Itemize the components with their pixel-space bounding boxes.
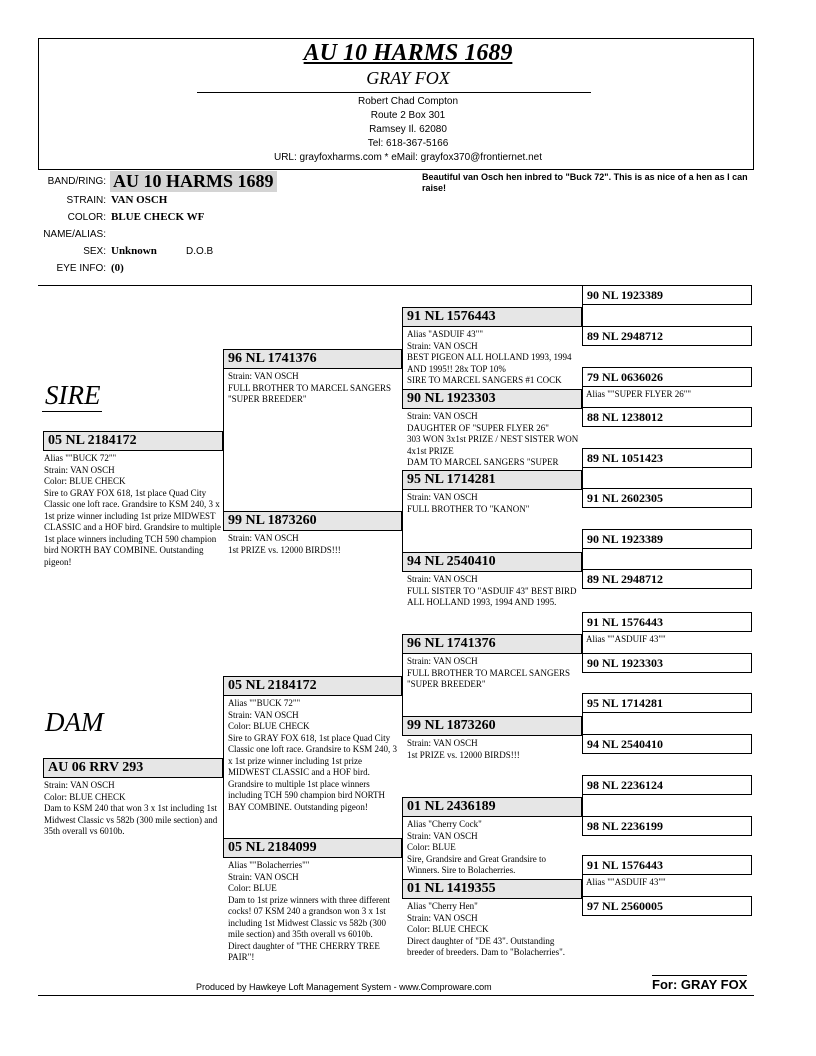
contact-address: Route 2 Box 301 [370,110,446,121]
bird-note: Beautiful van Osch hen inbred to "Buck 72". This is as nice of a hen as I can raise! [422,172,748,193]
dam-description: Strain: VAN OSCH Color: BLUE CHECK Dam to KSM 240 that won 3 x 1st including 1st Midwest Classic vs 582b (300 mile section) and 35th overall vs 6010b. [44,780,218,836]
sss-description: Alias "ASDUIF 43"" Strain: VAN OSCH BEST PIGEON ALL HOLLAND 1993, 1994 AND 1995!! 28x TOP 10% SIRE TO MARCEL SANGERS #1 COCK [407,329,572,385]
sds-description: Strain: VAN OSCH FULL BROTHER TO "KANON" [407,492,530,514]
page-title: AU 10 HARMS 1689 [303,40,513,66]
sire-description: Alias ""BUCK 72"" Strain: VAN OSCH Color: BLUE CHECK Sire to GRAY FOX 618, 1st place Quad City Classic one loft race. Grandsire to KSM 240, 3 x 1st prize winner including 1st prize MIDWEST CLASSIC and a HOF bird. Grandsire to multiple 1st place winners including TCH 590 champion bird NORTH BAY COMBINE. Outstanding pigeon! [44,453,221,567]
eye-info-label: EYE INFO: [56,263,106,274]
dam-g4-band: 90 NL 1923303 [582,653,752,673]
name-alias-label: NAME/ALIAS: [43,229,106,240]
sire-section-rule [38,285,582,286]
dam-g4-band: 98 NL 2236124 [582,775,752,795]
sire-g4-band: 89 NL 1051423 [582,448,752,468]
dam-sire-description: Alias ""BUCK 72"" Strain: VAN OSCH Color: BLUE CHECK Sire to GRAY FOX 618, 1st place Quad City Classic one loft race. Grandsire to KSM 240, 3 x 1st prize winner including 1st prize MIDWEST CLASSIC and a HOF bird. Grandsire to multiple 1st place winners including TCH 590 champion bird NORTH BAY COMBINE. Outstanding pigeon! [228,698,397,812]
dam-g4-band: 97 NL 2560005 [582,896,752,916]
dam-connector [223,686,224,858]
ddd-description: Alias "Cherry Hen" Strain: VAN OSCH Color: BLUE CHECK Direct daughter of "DE 43". Outstanding breeder of breeders. Dam to "Bolacherries". [407,901,566,957]
sire-sire-description: Strain: VAN OSCH FULL BROTHER TO MARCEL SANGERS "SUPER BREEDER" [228,371,392,404]
bottom-rule [38,995,754,996]
sire-g4-band: 79 NL 0636026 [582,367,752,387]
ddd-band: 01 NL 1419355 [402,879,582,899]
sire-connector [223,359,224,531]
ssd-band: 90 NL 1923303 [402,389,582,409]
sire-heading-underline [42,411,102,412]
sd-connector [402,480,403,562]
color-label: COLOR: [67,212,106,223]
sss-band: 91 NL 1576443 [402,307,582,327]
sire-g4-band: 90 NL 1923389 [582,285,752,305]
sex-label: SEX: [83,246,106,257]
sire-heading: SIRE [45,380,101,410]
eye-info-value: (0) [111,262,124,274]
sds-band: 95 NL 1714281 [402,470,582,490]
dam-sire-band: 05 NL 2184172 [223,676,402,696]
dss-band: 96 NL 1741376 [402,634,582,654]
dam-heading: DAM [45,707,104,737]
sire-g4-band: 90 NL 1923389 [582,529,752,549]
dam-g4-alias: Alias ""ASDUIF 43"" [586,634,666,644]
title-divider [197,92,591,93]
loft-name: GRAY FOX [366,68,450,88]
color-value: BLUE CHECK WF [111,211,205,223]
strain-label: STRAIN: [66,195,106,206]
ss-connector [402,317,403,399]
dss-description: Strain: VAN OSCH FULL BROTHER TO MARCEL SANGERS "SUPER BREEDER" [407,656,571,689]
dam-g4-band: 94 NL 2540410 [582,734,752,754]
sire-g4-band: 89 NL 2948712 [582,326,752,346]
dob-label: D.O.B [186,246,214,257]
dds-description: Alias "Cherry Cock" Strain: VAN OSCH Color: BLUE Sire, Grandsire and Great Grandsire to Winners. Sire to Bolacherries. [407,819,546,875]
contact-city: Ramsey Il. 62080 [369,124,447,135]
strain-value: VAN OSCH [111,194,168,206]
sire-g4-band: 91 NL 2602305 [582,488,752,508]
dam-dam-description: Alias ""Bolacherries"" Strain: VAN OSCH Color: BLUE Dam to 1st prize winners with three different cocks! 07 KSM 240 a grandson won 3 x 1st including 1st Midwest Classic vs 582b (300 mile section) and 35th overall vs 6010b. Direct daughter of "THE CHERRY TREE PAIR"! [228,860,391,962]
sire-g4-band: 89 NL 2948712 [582,569,752,589]
dam-g4-band: 95 NL 1714281 [582,693,752,713]
sire-sire-band: 96 NL 1741376 [223,349,402,369]
contact-phone: Tel: 618-367-5166 [367,138,449,149]
dam-g4-alias: Alias ""ASDUIF 43"" [586,877,666,887]
dam-band: AU 06 RRV 293 [43,758,223,778]
dam-g4-band: 91 NL 1576443 [582,855,752,875]
footer-credit: Produced by Hawkeye Loft Management System - www.Comproware.com [196,982,492,992]
sire-dam-band: 99 NL 1873260 [223,511,402,531]
band-value: AU 10 HARMS 1689 [110,171,277,192]
sire-g4-band: 88 NL 1238012 [582,407,752,427]
dsd-band: 99 NL 1873260 [402,716,582,736]
sire-g4-alias: Alias ""SUPER FLYER 26"" [586,389,692,399]
ssd-description: Strain: VAN OSCH DAUGHTER OF "SUPER FLYER 26" 303 WON 3x1st PRIZE / NEST SISTER WON 4x1st PRIZE DAM TO MARCEL SANGERS "SUPER [407,411,579,467]
sire-band: 05 NL 2184172 [43,431,223,451]
sdd-description: Strain: VAN OSCH FULL SISTER TO "ASDUIF 43" BEST BIRD ALL HOLLAND 1993, 1994 AND 1995. [407,574,577,607]
dam-g4-band: 98 NL 2236199 [582,816,752,836]
sdd-band: 94 NL 2540410 [402,552,582,572]
dds-band: 01 NL 2436189 [402,797,582,817]
contact-web: URL: grayfoxharms.com * eMail: grayfox370@frontiernet.net [273,152,543,163]
contact-name: Robert Chad Compton [357,96,459,107]
for-owner-label: For: GRAY FOX [652,977,748,992]
dd-connector [402,807,403,889]
sex-value: Unknown [111,245,157,257]
dam-g4-band: 91 NL 1576443 [582,612,752,632]
dam-dam-band: 05 NL 2184099 [223,838,402,858]
ds-connector [402,644,403,726]
dsd-description: Strain: VAN OSCH 1st PRIZE vs. 12000 BIRDS!!! [407,738,520,760]
band-label: BAND/RING: [47,176,106,187]
sire-dam-description: Strain: VAN OSCH 1st PRIZE vs. 12000 BIRDS!!! [228,533,341,555]
